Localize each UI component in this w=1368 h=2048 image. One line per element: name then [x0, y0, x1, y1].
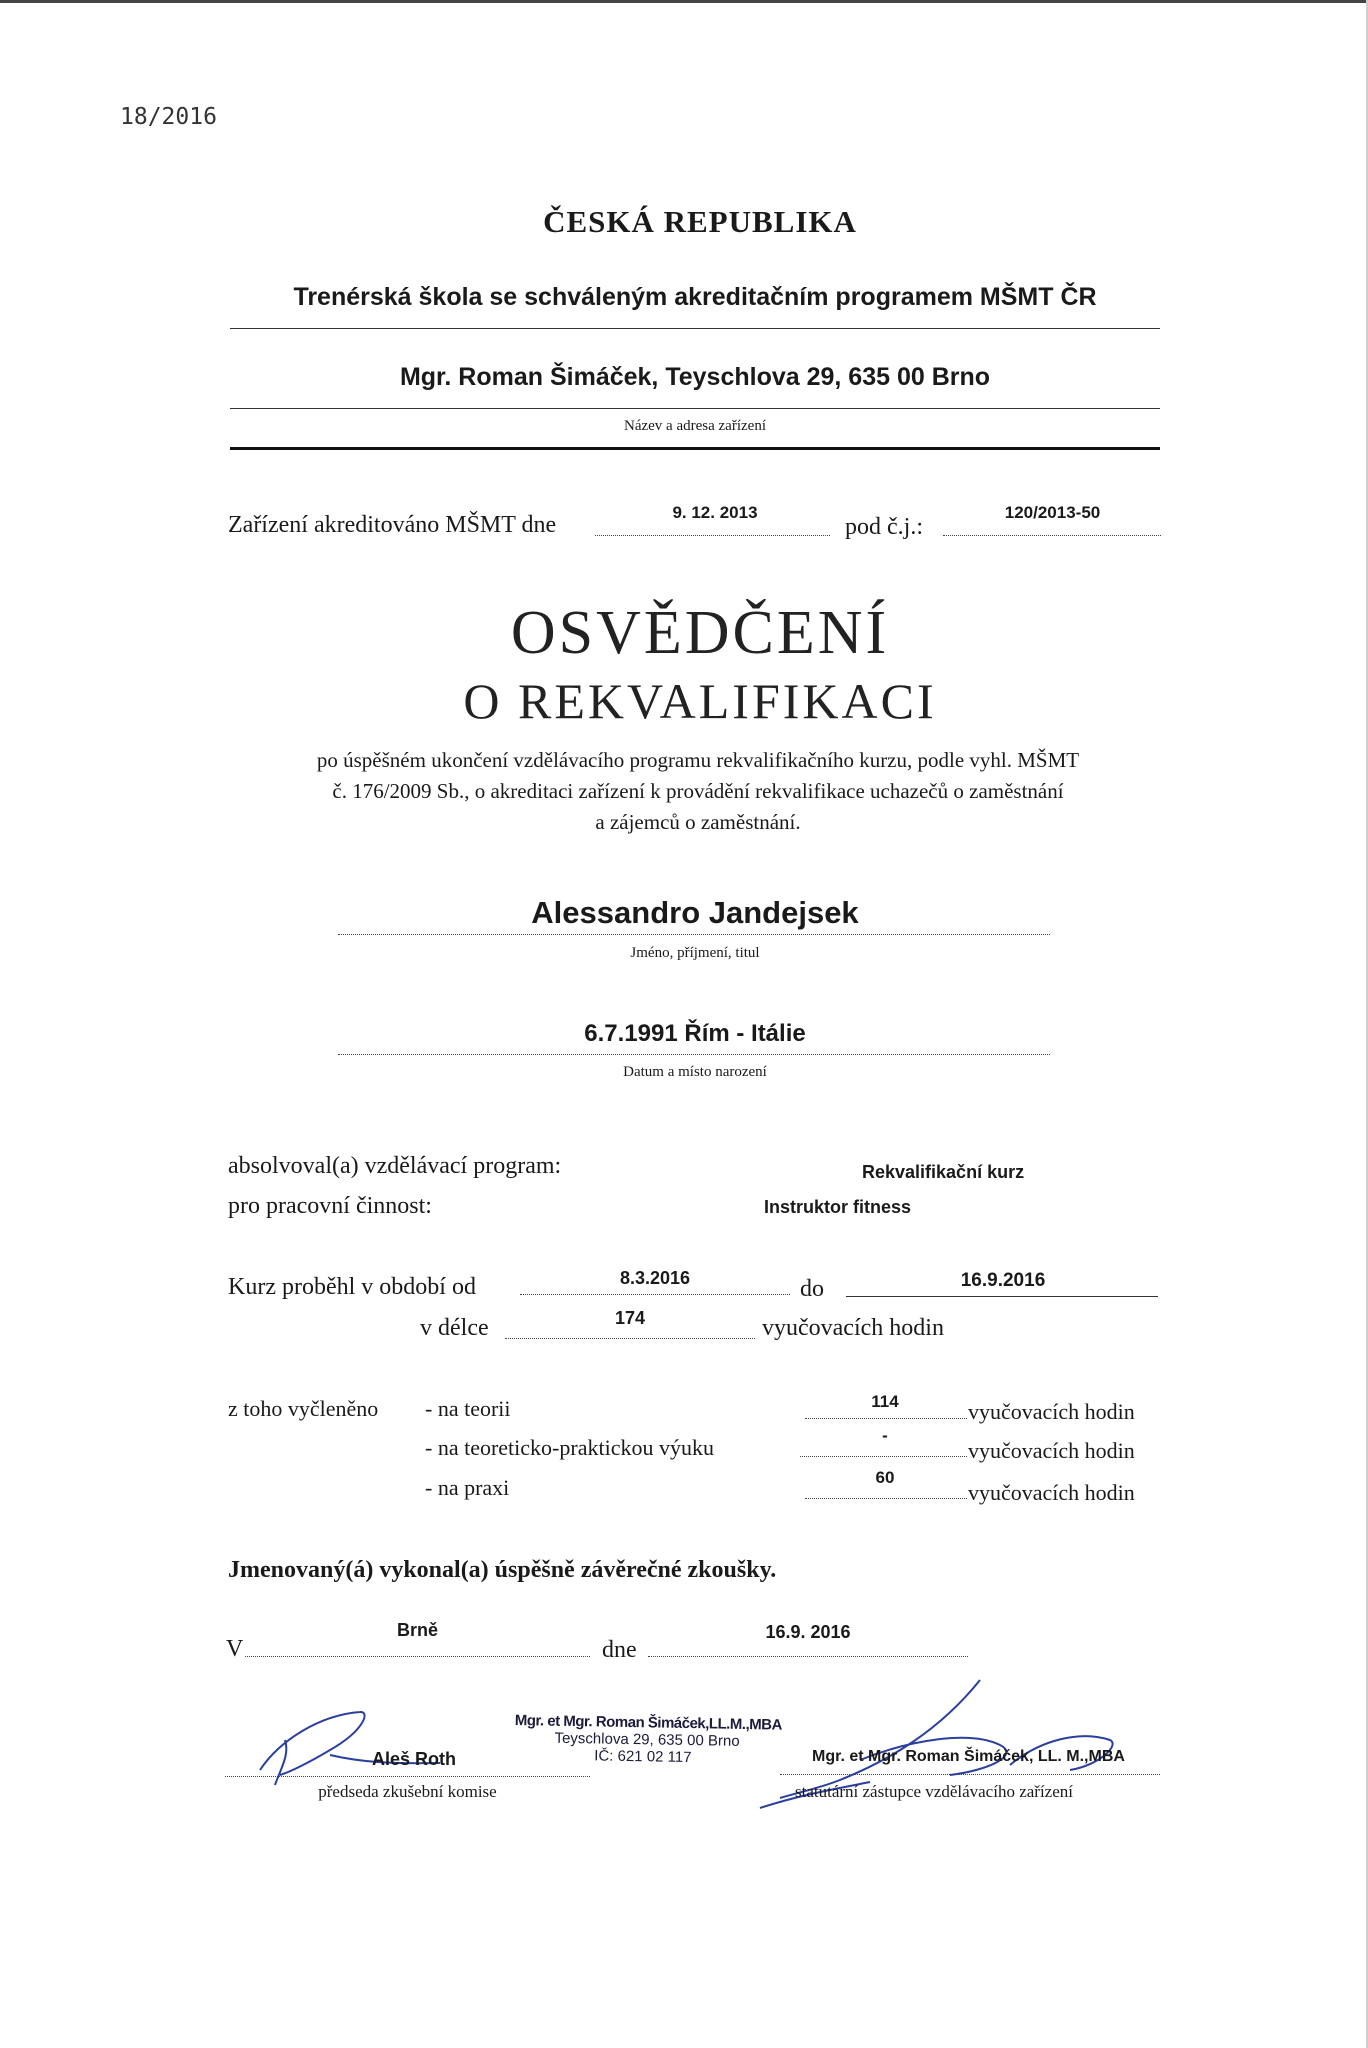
breakdown-row-unit: vyučovacích hodin: [968, 1399, 1135, 1424]
left-signer-name: Aleš Roth: [372, 1749, 457, 1769]
breakdown-row-name: - na teorii: [425, 1396, 511, 1421]
holder-name-caption: Jméno, příjmení, titul: [630, 945, 760, 961]
right-signer-name: Mgr. et Mgr. Roman Šimáček, LL. M.,MBA: [812, 1748, 1125, 1765]
course-date-to: 16.9.2016: [960, 1270, 1046, 1291]
stamp-line: Mgr. et Mgr. Roman Šimáček,LL.M.,MBA: [514, 1712, 783, 1734]
right-signer-caption: statutární zástupce vzdělávacího zařízení: [795, 1782, 1073, 1801]
accreditation-date: 9. 12. 2013: [672, 503, 758, 522]
breakdown-row-line: [805, 1498, 967, 1499]
accreditation-ref-line: [943, 535, 1161, 536]
holder-birth: 6.7.1991 Řím - Itálie: [584, 1020, 806, 1047]
holder-birth-caption: Datum a místo narození: [623, 1064, 767, 1080]
accreditation-ref-value: 120/2013-50: [1004, 503, 1101, 522]
breakdown-row-unit: vyučovacích hodin: [968, 1480, 1135, 1505]
accreditation-ref-label: pod č.j.:: [845, 514, 923, 540]
left-signature-line: [225, 1776, 590, 1777]
legal-text: [228, 745, 1168, 838]
country-heading: ČESKÁ REPUBLIKA: [543, 204, 857, 239]
legal-text-line: č. 176/2009 Sb., o akreditaci zařízení k provádění rekvalifikace uchazečů o zaměstnání: [332, 779, 1064, 803]
course-date-from: 8.3.2016: [619, 1268, 691, 1288]
breakdown-row-name: - na praxi: [425, 1475, 510, 1500]
place-line: [245, 1656, 590, 1657]
accreditation-date-line: [595, 535, 830, 536]
stamp-line: Teyschlova 29, 635 00 Brno: [554, 1729, 740, 1750]
breakdown-row-line: [805, 1418, 967, 1419]
institution-line: Mgr. Roman Šimáček, Teyschlova 29, 635 00 Brno: [399, 363, 991, 391]
date-value: 16.9. 2016: [765, 1622, 851, 1642]
right-signature-line: [780, 1774, 1160, 1775]
holder-name-line: [338, 934, 1050, 935]
left-signer-caption: předseda zkušební komise: [318, 1782, 497, 1801]
course-length-label: v délce: [420, 1315, 489, 1341]
breakdown-row-value: -: [882, 1426, 888, 1445]
activity-value: Instruktor fitness: [764, 1197, 912, 1217]
institution-caption: Název a adresa zařízení: [624, 418, 766, 434]
legal-text-line: a zájemců o zaměstnání.: [595, 810, 801, 834]
course-period-label: Kurz proběhl v období od: [228, 1274, 476, 1300]
scan-top-edge: [0, 0, 1368, 3]
holder-name: Alessandro Jandejsek: [531, 895, 859, 930]
certificate-title: OSVĚDČENÍ: [510, 599, 890, 667]
course-to-label: do: [800, 1276, 824, 1302]
breakdown-row-name: - na teoreticko-praktickou výuku: [425, 1435, 714, 1460]
course-hours-line: [505, 1338, 755, 1339]
accreditation-label: Zařízení akreditováno MŠMT dne: [228, 512, 557, 538]
institution-underline: [230, 408, 1160, 409]
breakdown-label: z toho vyčleněno: [228, 1396, 379, 1421]
school-line: Trenérská škola se schváleným akreditačním programem MŠMT ČR: [293, 283, 1097, 311]
breakdown-row-unit: vyučovacích hodin: [968, 1438, 1135, 1463]
exam-statement: Jmenovaný(á) vykonal(a) úspěšně závěrečné zkoušky.: [228, 1557, 777, 1583]
certificate-subtitle: O REKVALIFIKACI: [463, 673, 937, 729]
school-underline: [230, 328, 1160, 329]
place-label: V: [226, 1636, 244, 1662]
course-date-to-line: [846, 1296, 1158, 1297]
breakdown-row-value: 60: [875, 1468, 895, 1487]
reference-number: 18/2016: [120, 104, 217, 130]
program-label: absolvoval(a) vzdělávací program:: [228, 1153, 562, 1179]
program-value: Rekvalifikační kurz: [862, 1162, 1025, 1182]
date-label: dne: [602, 1637, 637, 1663]
legal-text-line: po úspěšném ukončení vzdělávacího programu rekvalifikačního kurzu, podle vyhl. MŠMT: [316, 748, 1080, 772]
course-hours-total: 174: [614, 1308, 646, 1328]
breakdown-row-value: 114: [871, 1392, 899, 1411]
breakdown-row-line: [800, 1456, 967, 1457]
thick-divider: [230, 447, 1160, 450]
holder-birth-line: [338, 1054, 1050, 1055]
place-value: Brně: [396, 1620, 438, 1640]
course-date-from-line: [520, 1294, 790, 1295]
activity-label: pro pracovní činnost:: [228, 1193, 432, 1219]
date-line: [648, 1656, 968, 1657]
stamp-line: IČ: 621 02 117: [594, 1747, 692, 1767]
course-hours-unit: vyučovacích hodin: [762, 1315, 944, 1341]
